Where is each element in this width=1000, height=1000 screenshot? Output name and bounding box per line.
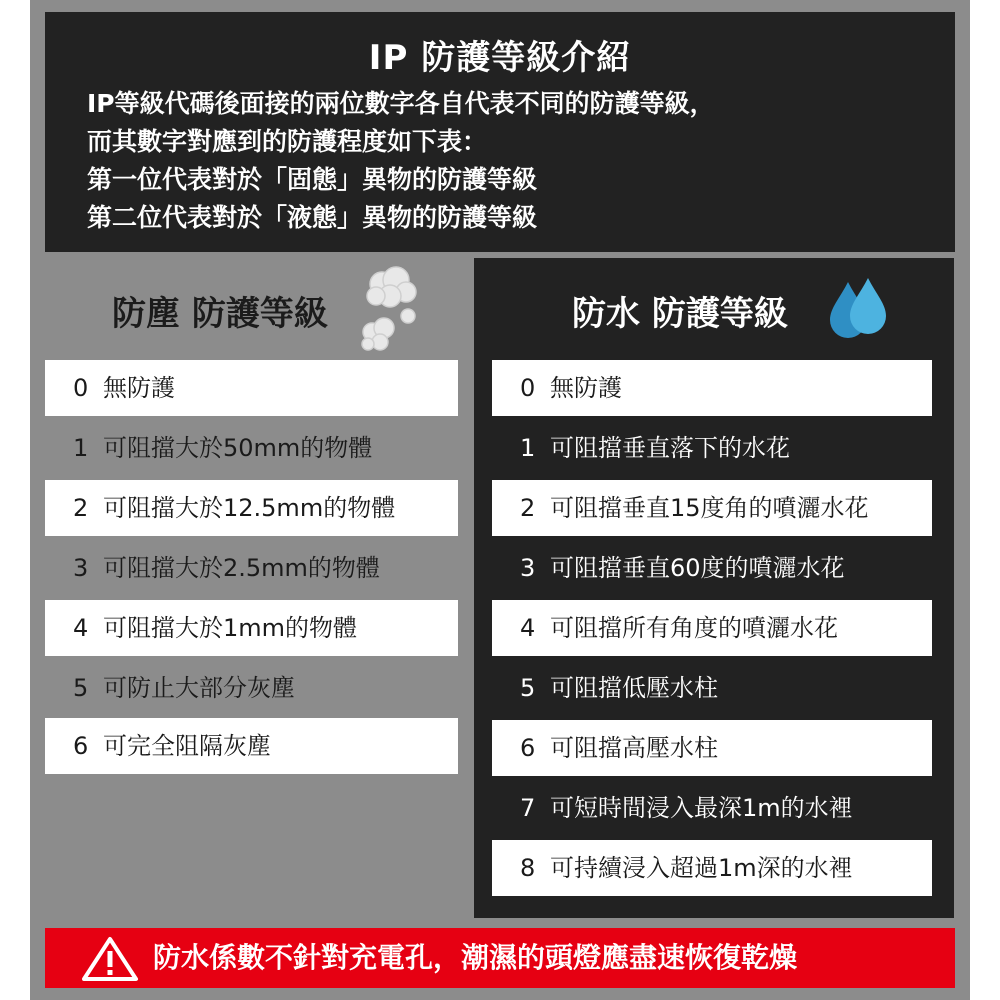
- water-level: 1: [520, 434, 536, 462]
- water-description: 可阻擋垂直60度的噴灑水花: [550, 554, 845, 582]
- dust-description: 可阻擋大於50mm的物體: [103, 434, 373, 462]
- intro-line: 第一位代表對於「固態」異物的防護等級: [87, 165, 538, 194]
- water-level: 2: [520, 494, 536, 522]
- dust-cloud-icon: [350, 262, 430, 358]
- water-row: [492, 600, 932, 656]
- water-level: 7: [520, 794, 536, 822]
- dust-level: 4: [73, 614, 89, 642]
- water-row: [492, 840, 932, 896]
- water-description: 可短時間浸入最深1m的水裡: [550, 794, 853, 822]
- water-level: 0: [520, 374, 536, 402]
- water-level: 3: [520, 554, 536, 582]
- water-row: [492, 540, 932, 596]
- intro-line: IP等級代碼後面接的兩位數字各自代表不同的防護等級，: [87, 89, 715, 118]
- intro-title: IP 防護等級介紹: [368, 38, 632, 78]
- water-description: 可持續浸入超過1m深的水裡: [550, 854, 853, 882]
- water-row: [492, 360, 932, 416]
- water-description: 無防護: [550, 374, 622, 402]
- dust-description: 無防護: [103, 374, 175, 402]
- water-row: [492, 420, 932, 476]
- water-level: 5: [520, 674, 536, 702]
- water-level: 8: [520, 854, 536, 882]
- dust-row: [45, 540, 458, 596]
- warning-banner: [45, 928, 955, 988]
- dust-description: 可阻擋大於12.5mm的物體: [103, 494, 396, 522]
- dust-level: 5: [73, 674, 89, 702]
- dust-row: [45, 420, 458, 476]
- water-row: [492, 780, 932, 836]
- dust-level: 2: [73, 494, 89, 522]
- dust-description: 可防止大部分灰塵: [103, 674, 295, 702]
- dust-row: [45, 660, 458, 716]
- dust-level: 6: [73, 732, 89, 760]
- warning-triangle-icon: [81, 936, 139, 982]
- dust-description: 可阻擋大於2.5mm的物體: [103, 554, 380, 582]
- water-description: 可阻擋高壓水柱: [550, 734, 718, 762]
- water-level: 4: [520, 614, 536, 642]
- water-drop-icon: [826, 278, 890, 340]
- water-row: [492, 480, 932, 536]
- water-description: 可阻擋低壓水柱: [550, 674, 718, 702]
- dust-section-title: 防塵 防護等級: [112, 294, 328, 334]
- dust-row: [45, 718, 458, 774]
- warning-text: 防水係數不針對充電孔，潮濕的頭燈應盡速恢復乾燥: [153, 941, 798, 974]
- water-row: [492, 660, 932, 716]
- water-description: 可阻擋垂直落下的水花: [550, 434, 790, 462]
- intro-panel: [45, 12, 955, 252]
- dust-level: 3: [73, 554, 89, 582]
- water-description: 可阻擋垂直15度角的噴灑水花: [550, 494, 869, 522]
- dust-row: [45, 480, 458, 536]
- water-row: [492, 720, 932, 776]
- dust-level: 1: [73, 434, 89, 462]
- dust-row: [45, 360, 458, 416]
- dust-level: 0: [73, 374, 89, 402]
- intro-line: 第二位代表對於「液態」異物的防護等級: [87, 203, 538, 232]
- dust-description: 可阻擋大於1mm的物體: [103, 614, 358, 642]
- dust-description: 可完全阻隔灰塵: [103, 732, 271, 760]
- water-description: 可阻擋所有角度的噴灑水花: [550, 614, 838, 642]
- intro-line: 而其數字對應到的防護程度如下表：: [87, 127, 488, 156]
- water-level: 6: [520, 734, 536, 762]
- water-section-title: 防水 防護等級: [572, 294, 788, 334]
- dust-row: [45, 600, 458, 656]
